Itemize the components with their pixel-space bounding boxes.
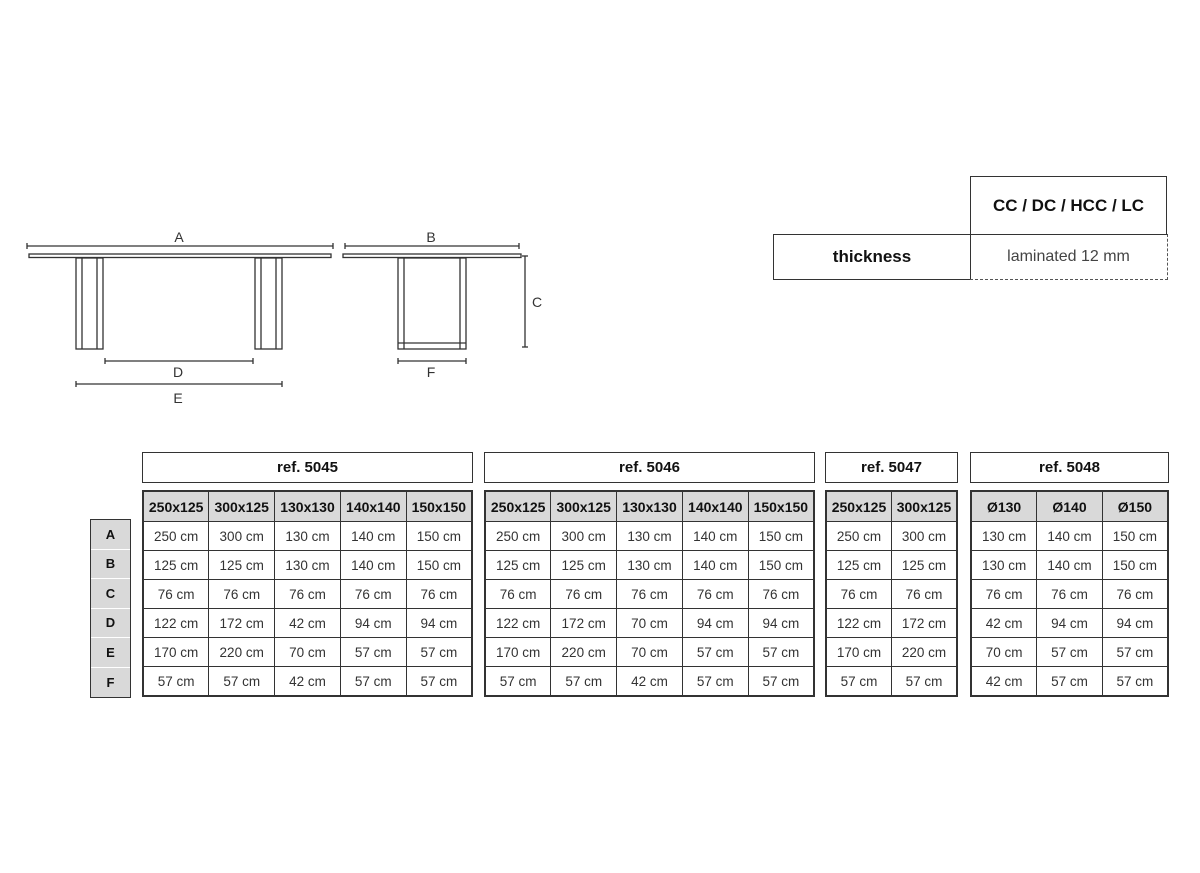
table-row xyxy=(971,522,1168,551)
dimension-cell: 57 cm xyxy=(748,638,814,667)
dimension-cell: 76 cm xyxy=(551,580,617,609)
dimension-cell: 76 cm xyxy=(617,580,683,609)
dimension-cell: 42 cm xyxy=(971,667,1037,697)
dimension-cell: 76 cm xyxy=(406,580,472,609)
dimensions-table xyxy=(484,490,815,697)
dimension-cell: 150 cm xyxy=(748,522,814,551)
dimension-cell: 94 cm xyxy=(340,609,406,638)
dimension-cell: 150 cm xyxy=(406,551,472,580)
ref-5045-table xyxy=(142,452,473,697)
size-column-header: 140x140 xyxy=(340,491,406,522)
size-column-header: 140x140 xyxy=(682,491,748,522)
dimension-cell: 57 cm xyxy=(406,638,472,667)
ref-title: ref. 5048 xyxy=(970,452,1169,483)
dimension-cell: 57 cm xyxy=(143,667,209,697)
dimension-cell: 70 cm xyxy=(617,609,683,638)
dimension-label-b: B xyxy=(426,229,436,245)
dimension-cell: 94 cm xyxy=(682,609,748,638)
table-row xyxy=(143,551,472,580)
dimension-cell: 150 cm xyxy=(1102,551,1168,580)
dimension-cell: 42 cm xyxy=(617,667,683,697)
dimension-cell: 122 cm xyxy=(826,609,892,638)
dimension-cell: 150 cm xyxy=(1102,522,1168,551)
dimension-cell: 140 cm xyxy=(682,522,748,551)
dimension-cell: 140 cm xyxy=(682,551,748,580)
dimension-cell: 76 cm xyxy=(971,580,1037,609)
ref-title: ref. 5047 xyxy=(825,452,958,483)
dimension-cell: 57 cm xyxy=(682,667,748,697)
thickness-table xyxy=(773,176,1168,281)
dimension-cell: 250 cm xyxy=(826,522,892,551)
table-row xyxy=(485,609,814,638)
row-label-a: A xyxy=(91,520,130,550)
dimension-cell: 130 cm xyxy=(275,522,341,551)
dimension-cell: 57 cm xyxy=(209,667,275,697)
dimension-cell: 57 cm xyxy=(748,667,814,697)
dimension-cell: 76 cm xyxy=(209,580,275,609)
dimension-cell: 76 cm xyxy=(748,580,814,609)
dimension-cell: 125 cm xyxy=(485,551,551,580)
table-dimension-diagram xyxy=(0,0,600,420)
dimension-cell: 170 cm xyxy=(826,638,892,667)
table-row xyxy=(485,580,814,609)
dimension-cell: 125 cm xyxy=(551,551,617,580)
size-column-header: Ø140 xyxy=(1037,491,1103,522)
dimensions-table xyxy=(825,490,958,697)
dimension-cell: 57 cm xyxy=(826,667,892,697)
size-header-row xyxy=(826,491,957,522)
size-column-header: Ø130 xyxy=(971,491,1037,522)
table-row xyxy=(485,638,814,667)
dimension-cell: 122 cm xyxy=(143,609,209,638)
dimension-cell: 70 cm xyxy=(971,638,1037,667)
dimension-cell: 94 cm xyxy=(1102,609,1168,638)
dimension-cell: 76 cm xyxy=(892,580,958,609)
dimension-cell: 76 cm xyxy=(682,580,748,609)
dimension-cell: 57 cm xyxy=(340,667,406,697)
dimension-cell: 140 cm xyxy=(1037,551,1103,580)
row-label-e: E xyxy=(91,638,130,668)
dimension-cell: 57 cm xyxy=(1037,638,1103,667)
table-row xyxy=(143,580,472,609)
dimension-cell: 130 cm xyxy=(971,522,1037,551)
dimension-cell: 57 cm xyxy=(1037,667,1103,697)
dimension-cell: 125 cm xyxy=(826,551,892,580)
dimension-row-labels xyxy=(90,519,131,698)
dimension-cell: 57 cm xyxy=(340,638,406,667)
dimension-cell: 94 cm xyxy=(406,609,472,638)
dimension-cell: 57 cm xyxy=(892,667,958,697)
dimension-cell: 220 cm xyxy=(209,638,275,667)
dimension-label-e: E xyxy=(173,390,183,406)
dimension-cell: 172 cm xyxy=(892,609,958,638)
dimension-cell: 140 cm xyxy=(340,522,406,551)
dimension-cell: 76 cm xyxy=(275,580,341,609)
size-column-header: 250x125 xyxy=(143,491,209,522)
table-row xyxy=(826,667,957,697)
dimension-cell: 94 cm xyxy=(1037,609,1103,638)
size-column-header: 250x125 xyxy=(826,491,892,522)
dimension-cell: 220 cm xyxy=(892,638,958,667)
size-column-header: 250x125 xyxy=(485,491,551,522)
table-row xyxy=(485,522,814,551)
dimension-cell: 57 cm xyxy=(1102,667,1168,697)
dimension-cell: 125 cm xyxy=(209,551,275,580)
dimension-cell: 300 cm xyxy=(551,522,617,551)
dimension-cell: 170 cm xyxy=(143,638,209,667)
size-column-header: 300x125 xyxy=(209,491,275,522)
dimension-cell: 300 cm xyxy=(892,522,958,551)
side-view-drawing xyxy=(343,243,528,364)
dimension-cell: 76 cm xyxy=(1102,580,1168,609)
dimension-cell: 150 cm xyxy=(748,551,814,580)
finish-codes-header: CC / DC / HCC / LC xyxy=(970,176,1167,234)
table-row xyxy=(485,551,814,580)
dimension-cell: 76 cm xyxy=(143,580,209,609)
size-column-header: 150x150 xyxy=(748,491,814,522)
table-row xyxy=(971,667,1168,697)
dimension-cell: 220 cm xyxy=(551,638,617,667)
table-row xyxy=(971,580,1168,609)
dimension-cell: 57 cm xyxy=(682,638,748,667)
size-column-header: 300x125 xyxy=(551,491,617,522)
row-label-c: C xyxy=(91,579,130,609)
table-row xyxy=(826,638,957,667)
row-label-d: D xyxy=(91,609,130,639)
dimension-cell: 250 cm xyxy=(143,522,209,551)
table-row xyxy=(143,609,472,638)
size-column-header: 300x125 xyxy=(892,491,958,522)
dimension-cell: 57 cm xyxy=(406,667,472,697)
size-column-header: 130x130 xyxy=(275,491,341,522)
table-row xyxy=(826,580,957,609)
dimension-cell: 150 cm xyxy=(406,522,472,551)
dimension-cell: 94 cm xyxy=(748,609,814,638)
dimensions-table xyxy=(970,490,1169,697)
table-row xyxy=(971,551,1168,580)
dimension-cell: 70 cm xyxy=(275,638,341,667)
table-row xyxy=(971,638,1168,667)
dimension-cell: 130 cm xyxy=(617,522,683,551)
dimension-label-a: A xyxy=(174,229,184,245)
dimension-cell: 130 cm xyxy=(617,551,683,580)
table-row xyxy=(143,522,472,551)
row-label-f: F xyxy=(91,668,130,698)
row-label-b: B xyxy=(91,550,130,580)
size-column-header: Ø150 xyxy=(1102,491,1168,522)
size-column-header: 130x130 xyxy=(617,491,683,522)
table-row xyxy=(826,522,957,551)
ref-title: ref. 5046 xyxy=(484,452,815,483)
dimension-cell: 42 cm xyxy=(275,609,341,638)
dimension-cell: 42 cm xyxy=(275,667,341,697)
dimension-cell: 130 cm xyxy=(275,551,341,580)
dimension-cell: 172 cm xyxy=(209,609,275,638)
table-row xyxy=(143,638,472,667)
dimension-cell: 76 cm xyxy=(340,580,406,609)
ref-5048-table xyxy=(970,452,1169,697)
dimension-cell: 57 cm xyxy=(1102,638,1168,667)
dimension-cell: 125 cm xyxy=(892,551,958,580)
ref-5047-table xyxy=(825,452,958,697)
dimension-cell: 57 cm xyxy=(551,667,617,697)
dimension-cell: 122 cm xyxy=(485,609,551,638)
thickness-label: thickness xyxy=(773,234,971,280)
dimension-cell: 140 cm xyxy=(340,551,406,580)
dimension-cell: 140 cm xyxy=(1037,522,1103,551)
dimension-label-c: C xyxy=(531,294,543,310)
size-column-header: 150x150 xyxy=(406,491,472,522)
table-row xyxy=(826,551,957,580)
dimension-cell: 57 cm xyxy=(485,667,551,697)
dimension-cell: 76 cm xyxy=(485,580,551,609)
dimension-cell: 300 cm xyxy=(209,522,275,551)
dimension-cell: 172 cm xyxy=(551,609,617,638)
ref-5046-table xyxy=(484,452,815,697)
table-row xyxy=(971,609,1168,638)
table-row xyxy=(485,667,814,697)
dimension-cell: 42 cm xyxy=(971,609,1037,638)
size-header-row xyxy=(971,491,1168,522)
dimension-label-d: D xyxy=(172,364,184,380)
dimension-label-f: F xyxy=(426,364,436,380)
table-row xyxy=(143,667,472,697)
size-header-row xyxy=(485,491,814,522)
thickness-value: laminated 12 mm xyxy=(970,234,1168,280)
table-row xyxy=(826,609,957,638)
dimension-cell: 70 cm xyxy=(617,638,683,667)
dimension-cell: 170 cm xyxy=(485,638,551,667)
dimension-cell: 130 cm xyxy=(971,551,1037,580)
dimensions-table xyxy=(142,490,473,697)
size-header-row xyxy=(143,491,472,522)
dimension-cell: 76 cm xyxy=(826,580,892,609)
ref-title: ref. 5045 xyxy=(142,452,473,483)
dimension-cell: 250 cm xyxy=(485,522,551,551)
dimension-cell: 125 cm xyxy=(143,551,209,580)
dimension-cell: 76 cm xyxy=(1037,580,1103,609)
